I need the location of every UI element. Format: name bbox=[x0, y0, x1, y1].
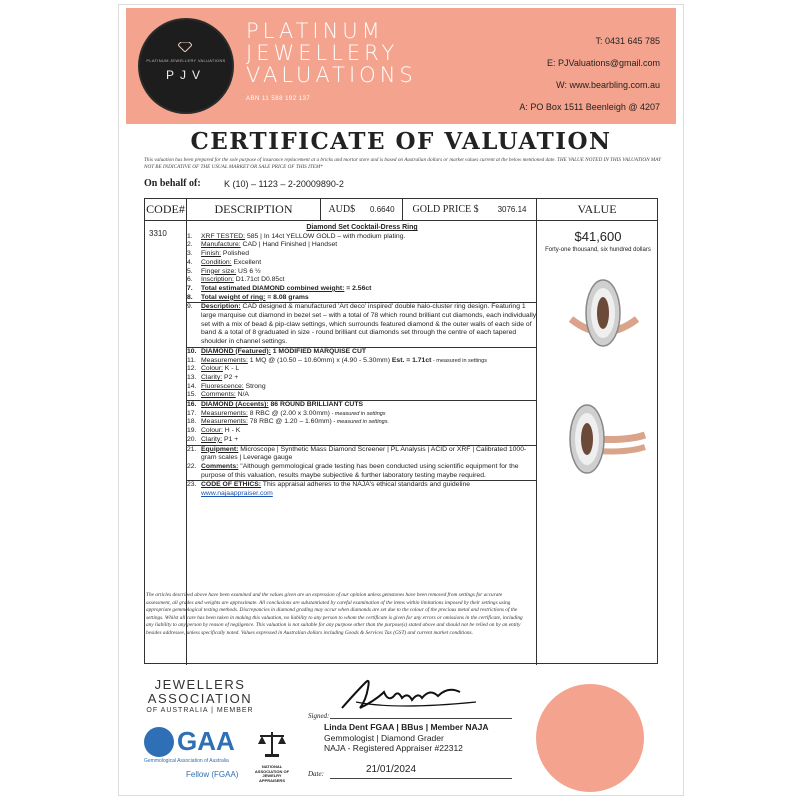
list-item: 10. DIAMOND (Featured): 1 MODIFIED MARQUISE CUT bbox=[187, 347, 367, 355]
list-item: 16. DIAMOND (Accents): 86 ROUND BRILLIANT CUTS bbox=[187, 401, 364, 409]
ring-photo-bottom bbox=[557, 399, 649, 479]
item-description bbox=[187, 224, 537, 499]
date-line bbox=[330, 778, 512, 779]
list-item: 2. Manufacture: CAD | Hand Finished | Handset bbox=[187, 241, 338, 249]
appraiser-registration: NAJA - Registered Appraiser #22312 bbox=[324, 743, 463, 753]
contact-website: W: www.bearbling.com.au bbox=[556, 80, 660, 90]
list-item: 11. Measurements: 1 MQ @ (10.50 – 10.60mm) x (4.90 - 5.30mm) Est. = 1.71ct - measured in settings bbox=[187, 356, 487, 364]
value-words: Forty-one thousand, six hundred dollars bbox=[545, 247, 651, 253]
appraiser-name: Linda Dent FGAA | BBus | Member NAJA bbox=[324, 722, 489, 732]
appraiser-block bbox=[324, 722, 489, 754]
pjv-logo bbox=[140, 20, 232, 112]
section-equipment bbox=[187, 446, 537, 482]
gaa-text: GAA bbox=[177, 726, 235, 756]
contact-block bbox=[519, 30, 660, 118]
section-description bbox=[187, 303, 537, 348]
list-item: 9. Description: CAD designed & manufactured 'Art deco' inspired' double halo-cluster ring design. Featuring 1 large marquise cut diamond in bezel set – with a total of 78 which round brilliant cut diamonds, each individually set with a mix of bead & pip-claw settings, which surrounds featured diamond & the outer walls of each side of band & a total of 8 graduated in size - round brilliant cut diamonds set through the centre of each tapered shoulder in channel settings. bbox=[187, 303, 537, 346]
contact-address: A: PO Box 1511 Beenleigh @ 4207 bbox=[519, 102, 660, 112]
abn-number: ABN 11 588 192 137 bbox=[246, 96, 311, 102]
date-value: 21/01/2024 bbox=[366, 764, 417, 775]
list-item: 14. Fluorescence: Strong bbox=[187, 382, 266, 390]
list-item: 21. Equipment: Microscope | Synthetic Mass Diamond Screener | PL Analysis | ACID or XRF | Calibrated 1000-gram scales | Leverage gauge bbox=[187, 445, 527, 462]
header-value: VALUE bbox=[537, 199, 657, 221]
list-item: 17. Measurements: 8 RBC @ (2.00 x 3.00mm) - measured in settings bbox=[187, 409, 386, 417]
item-title: Diamond Set Cocktail-Dress Ring bbox=[306, 224, 418, 231]
ja-line: ASSOCIATION bbox=[147, 691, 253, 706]
aud-value: 0.6640 bbox=[370, 205, 395, 214]
date-label: Date: bbox=[308, 770, 324, 778]
gaa-emblem-icon bbox=[144, 727, 174, 757]
jewellers-association-logo bbox=[140, 678, 260, 714]
list-item: 18. Measurements: 78 RBC @ 1.20 – 1.60mm) - measured in settings. bbox=[187, 418, 389, 426]
list-item: 5. Finger size: US 6 ½ bbox=[187, 267, 261, 275]
terms-notes: The articles described above have been examined and the values given are an expression of our opinion unless gemstones have been removed from settings for accurate assessment, all grades and weights are approximate. All conclusions are substantiated by careful examination of the items within limitations imposed by their settings using appropriate gemmological testing methods. Discrepancies in diamond grading may occur when diamonds are set due to the colour of the precious metal and restrictions of the settings. Whilst all care has been taken in making this valuation, no liability to any person to whom the certificate is given for any errors or omissions in the certificate, including any liability to any person by reason of negligence. This valuation is not suitable for any purpose other than the purpose(s) stated above and should not be relied on by an entity besides addressee, unless specifically noted. Values expressed in Australian dollars including Goods & Services Tax (GST) and current market conditions. bbox=[146, 592, 523, 636]
naja-link[interactable]: www.najaappraiser.com bbox=[201, 490, 273, 498]
signed-label: Signed: bbox=[308, 712, 330, 720]
contact-email: E: PJValuations@gmail.com bbox=[546, 58, 660, 68]
brand-line: JEWELLERY bbox=[246, 41, 399, 65]
gaa-subtitle: Gemmological Association of Australia bbox=[144, 758, 229, 764]
value-cell bbox=[537, 229, 659, 253]
section-accent-diamonds bbox=[187, 401, 537, 446]
naja-caption: NATIONAL ASSOCIATION OF JEWELRY APPRAISERS bbox=[254, 764, 290, 783]
header-description: DESCRIPTION bbox=[187, 199, 321, 221]
section-general bbox=[187, 233, 537, 304]
section-featured-diamond bbox=[187, 348, 537, 401]
naja-logo bbox=[250, 730, 294, 783]
aud-label: AUD$ bbox=[328, 204, 356, 215]
header-aud bbox=[321, 199, 403, 221]
brand-line: VALUATIONS bbox=[246, 63, 417, 87]
section-ethics bbox=[187, 481, 537, 498]
seal-stamp bbox=[536, 684, 644, 792]
list-item: 19. Colour: H - K bbox=[187, 427, 241, 435]
ring-photo-top bbox=[563, 275, 643, 355]
gold-label: GOLD PRICE $ bbox=[412, 204, 479, 215]
list-item: 15. Comments: N/A bbox=[187, 391, 249, 399]
value-amount: $41,600 bbox=[574, 229, 622, 244]
behalf-label: On behalf of: bbox=[144, 178, 201, 189]
ja-line: OF AUSTRALIA | MEMBER bbox=[146, 707, 254, 714]
header-code: CODE# bbox=[145, 199, 187, 221]
list-item: 7. Total estimated DIAMOND combined weight: = 2.56ct bbox=[187, 284, 372, 292]
logo-ring-text: PLATINUM JEWELLERY VALUATIONS bbox=[146, 58, 226, 63]
list-item: 23. CODE OF ETHICS: This appraisal adheres to the NAJA's ethical standards and guideline www.najaappraiser.com bbox=[187, 481, 471, 498]
signature-line bbox=[330, 718, 512, 719]
list-item: 22. Comments: "Although gemmological grade testing has been conducted using scientific equipment for the purpose of this valuation, results maybe subjective & further laboratory testing maybe required. bbox=[187, 462, 519, 479]
list-item: 8. Total weight of ring: = 8.08 grams bbox=[187, 293, 309, 301]
diamond-icon bbox=[178, 42, 192, 52]
list-item: 6. Inscription: D1.71ct D0.85ct bbox=[187, 276, 285, 284]
list-item: 4. Condition: Excellent bbox=[187, 258, 262, 266]
gold-value: 3076.14 bbox=[497, 205, 527, 214]
list-item: 13. Clarity: P2 + bbox=[187, 373, 239, 381]
list-item: 1. XRF TESTED: 585 | In 14ct YELLOW GOLD – with rhodium plating. bbox=[187, 232, 406, 240]
list-item: 12. Colour: K - L bbox=[187, 365, 240, 373]
appraiser-title: Gemmologist | Diamond Grader bbox=[324, 732, 444, 743]
gaa-fellow: Fellow (FGAA) bbox=[186, 770, 239, 779]
brand-line: PLATINUM bbox=[246, 19, 384, 43]
list-item: 20. Clarity: P1 + bbox=[187, 435, 239, 443]
gaa-logo bbox=[144, 726, 238, 779]
header-gold bbox=[403, 199, 537, 221]
ja-line: JEWELLERS bbox=[154, 677, 246, 692]
item-code: 3310 bbox=[149, 229, 167, 238]
logo-initials: PJV bbox=[165, 68, 206, 82]
signature-icon bbox=[336, 672, 486, 718]
disclaimer: This valuation has been prepared for the sole purpose of insurance replacement at a bricks and mortar store and is based on Australian dollars or market values current at the below mentioned date. THE VALUE NOTED IN THIS VALUATION MAY NOT BE INDICATIVE OF THE USUAL MARKET OR SALE PRICE OF THIS ITEM* bbox=[144, 157, 661, 170]
contact-phone: T: 0431 645 785 bbox=[595, 36, 660, 46]
list-item: 3. Finish: Polished bbox=[187, 250, 249, 258]
brand-name bbox=[246, 20, 446, 86]
page-title: CERTIFICATE OF VALUATION bbox=[190, 128, 612, 155]
behalf-value: K (10) – 1123 – 2-20009890-2 bbox=[224, 179, 344, 189]
scales-icon bbox=[257, 730, 287, 758]
